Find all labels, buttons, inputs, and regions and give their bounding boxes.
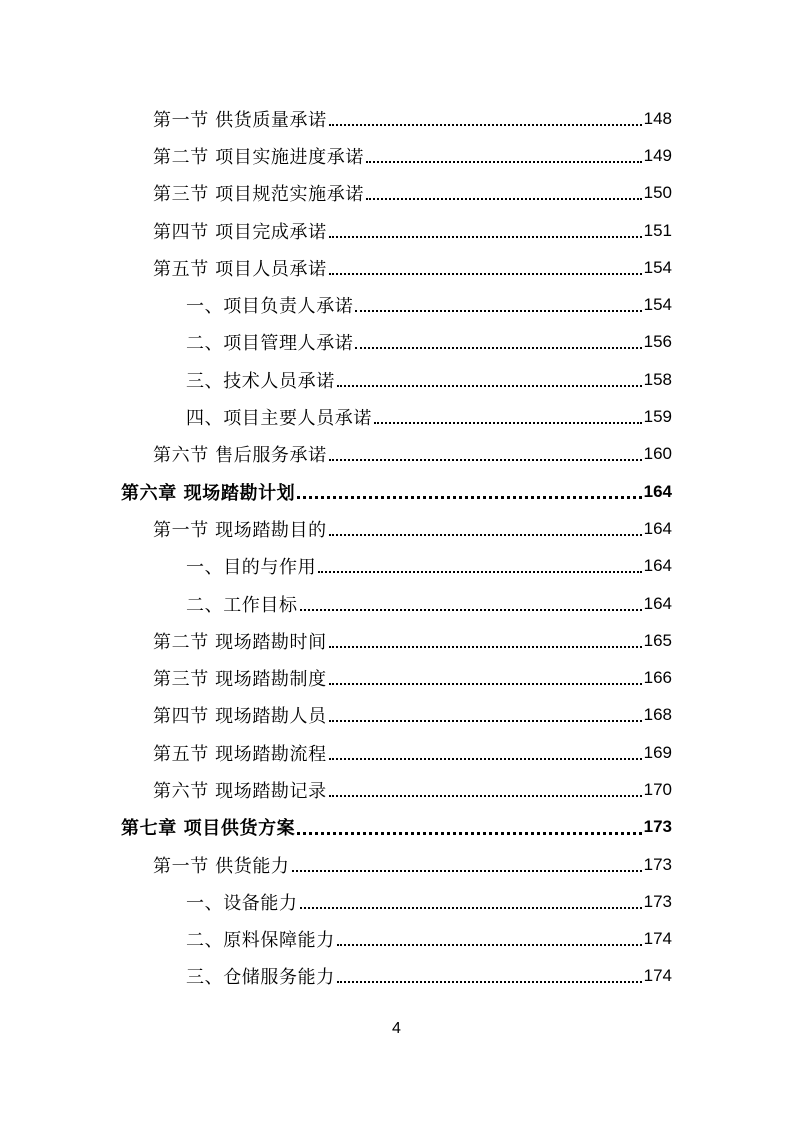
toc-entry-title: 第二节 现场踏勘时间	[153, 631, 327, 653]
toc-section-entry[interactable]	[0, 659, 793, 696]
toc-dot-leader	[297, 814, 641, 835]
toc-dot-leader	[366, 180, 642, 200]
toc-entry-page: 159	[643, 407, 672, 427]
toc-entry-page: 148	[643, 108, 672, 128]
toc-section-entry[interactable]	[0, 175, 793, 212]
toc-dot-leader	[329, 106, 642, 126]
page-number: 4	[392, 1020, 401, 1037]
toc-entry-title: 第五节 现场踏勘流程	[153, 743, 327, 765]
toc-dot-leader	[329, 218, 642, 238]
toc-entry-page: 156	[643, 332, 672, 352]
toc-entry-page: 158	[643, 369, 672, 389]
toc-dot-leader	[297, 478, 641, 499]
toc-chapter-entry[interactable]	[0, 809, 793, 846]
toc-entry-title: 第六章 现场踏勘计划	[121, 482, 296, 504]
toc-section-entry[interactable]	[0, 212, 793, 249]
toc-subsection-entry[interactable]	[0, 398, 793, 435]
toc-entry-page: 168	[643, 705, 672, 725]
toc-entry-title: 第一节 供货质量承诺	[153, 109, 327, 131]
toc-subsection-entry[interactable]	[0, 286, 793, 323]
toc-dot-leader	[337, 926, 642, 946]
toc-dot-leader	[329, 777, 642, 797]
toc-entry-title: 第五节 项目人员承诺	[153, 258, 327, 280]
toc-dot-leader	[318, 553, 641, 573]
toc-entry-page: 164	[643, 556, 672, 576]
toc-dot-leader	[329, 628, 642, 648]
toc-entry-page: 166	[643, 668, 672, 688]
toc-entry-page: 165	[643, 630, 672, 650]
toc-entry-title: 一、项目负责人承诺	[186, 296, 354, 318]
toc-entry-page: 154	[643, 295, 672, 315]
toc-dot-leader	[300, 591, 642, 611]
toc-subsection-entry[interactable]	[0, 921, 793, 958]
toc-section-entry[interactable]	[0, 697, 793, 734]
toc-entry-title: 第六节 售后服务承诺	[153, 445, 327, 467]
toc-entry-title: 三、仓储服务能力	[186, 967, 335, 989]
toc-section-entry[interactable]	[0, 734, 793, 771]
toc-subsection-entry[interactable]	[0, 361, 793, 398]
toc-entry-page: 169	[643, 742, 672, 762]
toc-dot-leader	[329, 702, 642, 722]
toc-entry-page: 164	[643, 518, 672, 538]
toc-entry-page: 174	[643, 929, 672, 949]
toc-entry-page: 150	[643, 183, 672, 203]
toc-entry-page: 173	[643, 891, 672, 911]
toc-subsection-entry[interactable]	[0, 958, 793, 995]
toc-section-entry[interactable]	[0, 436, 793, 473]
toc-section-entry[interactable]	[0, 137, 793, 174]
toc-entry-title: 第七章 项目供货方案	[121, 818, 296, 840]
toc-dot-leader	[329, 441, 642, 461]
toc-dot-leader	[374, 404, 642, 424]
toc-entry-page: 151	[643, 220, 672, 240]
toc-entry-title: 二、原料保障能力	[186, 930, 335, 952]
toc-dot-leader	[329, 255, 642, 275]
toc-dot-leader	[329, 740, 642, 760]
toc-section-entry[interactable]	[0, 510, 793, 547]
toc-entry-title: 三、技术人员承诺	[186, 370, 335, 392]
toc-entry-page: 170	[643, 779, 672, 799]
toc-entry-page: 160	[643, 444, 672, 464]
toc-entry-page: 174	[643, 966, 672, 986]
toc-subsection-entry[interactable]	[0, 548, 793, 585]
toc-section-entry[interactable]	[0, 846, 793, 883]
toc-dot-leader	[329, 665, 642, 685]
toc-section-entry[interactable]	[0, 100, 793, 137]
toc-entry-title: 二、项目管理人承诺	[186, 333, 354, 355]
toc-entry-title: 第三节 现场踏勘制度	[153, 669, 327, 691]
toc-entry-title: 四、项目主要人员承诺	[186, 408, 372, 430]
toc-dot-leader	[329, 516, 642, 536]
toc-entry-page: 149	[643, 145, 672, 165]
toc-subsection-entry[interactable]	[0, 324, 793, 361]
toc-entry-title: 二、工作目标	[186, 594, 298, 616]
toc-entry-page: 164	[643, 481, 672, 501]
toc-entry-title: 第三节 项目规范实施承诺	[153, 184, 364, 206]
toc-dot-leader	[292, 852, 642, 872]
toc-chapter-entry[interactable]	[0, 473, 793, 510]
toc-subsection-entry[interactable]	[0, 883, 793, 920]
toc-subsection-entry[interactable]	[0, 585, 793, 622]
toc-dot-leader	[300, 889, 642, 909]
toc-section-entry[interactable]	[0, 622, 793, 659]
toc-entry-page: 173	[643, 817, 672, 837]
toc-entry-title: 第六节 现场踏勘记录	[153, 780, 327, 802]
toc-entry-page: 173	[643, 854, 672, 874]
toc-entry-title: 一、目的与作用	[186, 557, 317, 579]
toc-dot-leader	[355, 329, 641, 349]
toc-entry-title: 第四节 现场踏勘人员	[153, 706, 327, 728]
toc-entry-title: 第二节 项目实施进度承诺	[153, 146, 364, 168]
toc-dot-leader	[337, 367, 642, 387]
toc-entry-title: 第一节 现场踏勘目的	[153, 519, 327, 541]
toc-entry-title: 第一节 供货能力	[153, 855, 290, 877]
toc-entry-page: 154	[643, 257, 672, 277]
toc-dot-leader	[366, 143, 642, 163]
toc-dot-leader	[337, 963, 642, 983]
toc-dot-leader	[355, 292, 641, 312]
table-of-contents	[0, 100, 793, 995]
toc-entry-title: 第四节 项目完成承诺	[153, 221, 327, 243]
toc-section-entry[interactable]	[0, 771, 793, 808]
toc-entry-title: 一、设备能力	[186, 892, 298, 914]
toc-entry-page: 164	[643, 593, 672, 613]
toc-section-entry[interactable]	[0, 249, 793, 286]
